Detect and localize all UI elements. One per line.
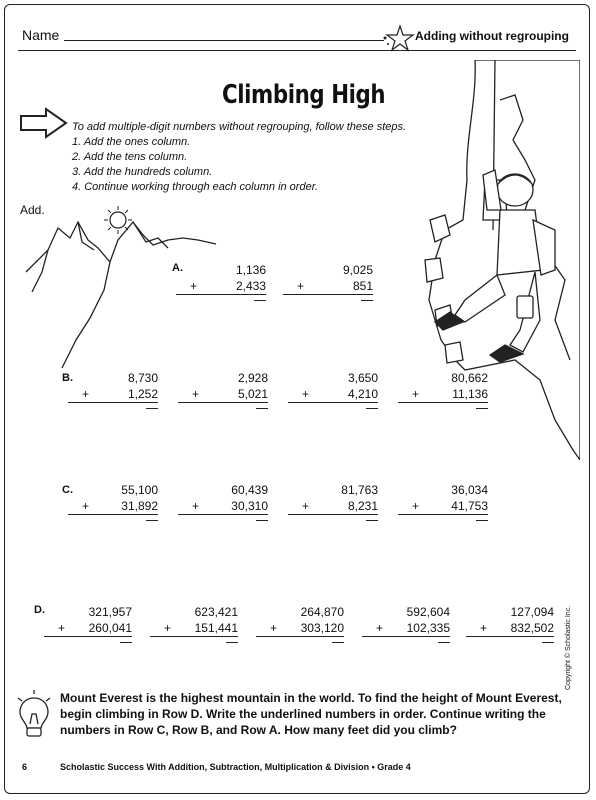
addition-problem — [44, 604, 132, 637]
plus-sign: + — [82, 499, 90, 513]
addend-top: 321,957 — [88, 605, 132, 619]
addition-problem — [150, 604, 238, 637]
addend-bottom-value: 832,502 — [510, 621, 554, 635]
addend-bottom-value: 2,433 — [235, 279, 266, 293]
addend-bottom — [176, 278, 266, 295]
addend-bottom — [288, 498, 378, 515]
addend-bottom-value: 303,120 — [300, 621, 344, 635]
plus-sign: + — [82, 387, 90, 401]
addend-top: 81,763 — [341, 483, 378, 497]
addend-top: 2,928 — [237, 371, 268, 385]
answer-digit-blank[interactable] — [366, 408, 378, 409]
addend-top: 9,025 — [342, 263, 373, 277]
plus-sign: + — [376, 621, 384, 635]
addend-bottom-value: 41,753 — [451, 499, 488, 513]
addend-bottom-value: 31,892 — [121, 499, 158, 513]
addition-problem — [68, 482, 158, 515]
addend-bottom-value: 1,252 — [127, 387, 158, 401]
answer-digit-blank[interactable] — [120, 642, 132, 643]
step-4: 4. Continue working through each column in order. — [72, 181, 319, 193]
addend-bottom — [256, 620, 344, 637]
addend-top: 1,136 — [235, 263, 266, 277]
addition-problem — [398, 370, 488, 403]
row-label: C. — [62, 484, 73, 496]
answer-digit-blank[interactable] — [254, 300, 266, 301]
addend-bottom — [68, 386, 158, 403]
step-1: 1. Add the ones column. — [72, 136, 191, 148]
plus-sign: + — [480, 621, 488, 635]
answer-digit-blank[interactable] — [476, 520, 488, 521]
addend-bottom-value: 8,231 — [347, 499, 378, 513]
addition-problem — [288, 370, 378, 403]
answer-digit-blank[interactable] — [438, 642, 450, 643]
step-2: 2. Add the tens column. — [72, 151, 188, 163]
addend-bottom-value: 851 — [352, 279, 373, 293]
name-line — [64, 40, 384, 41]
answer-digit-blank[interactable] — [146, 520, 158, 521]
plus-sign: + — [192, 387, 200, 401]
answer-digit-blank[interactable] — [476, 408, 488, 409]
addend-top: 80,662 — [451, 371, 488, 385]
addend-bottom — [150, 620, 238, 637]
addend-bottom-value: 5,021 — [237, 387, 268, 401]
addend-top: 623,421 — [194, 605, 238, 619]
addition-problem — [178, 370, 268, 403]
addend-top: 264,870 — [300, 605, 344, 619]
lightbulb-icon — [14, 688, 54, 740]
page-number: 6 — [22, 762, 28, 772]
name-label: Name — [22, 27, 60, 43]
addition-problem — [466, 604, 554, 637]
answer-digit-blank[interactable] — [332, 642, 344, 643]
plus-sign: + — [164, 621, 172, 635]
copyright-notice: Copyright © Scholastic Inc. — [565, 605, 572, 690]
addition-problem — [283, 262, 373, 295]
plus-sign: + — [412, 387, 420, 401]
plus-sign: + — [302, 387, 310, 401]
addend-top: 60,439 — [231, 483, 268, 497]
plus-sign: + — [297, 279, 305, 293]
addend-bottom — [398, 498, 488, 515]
row-label: A. — [172, 262, 183, 274]
addend-top: 127,094 — [510, 605, 554, 619]
addend-bottom — [362, 620, 450, 637]
page-title: Climbing High — [222, 80, 386, 110]
book-title: Scholastic Success With Addition, Subtraction, Multiplication & Division • Grade 4 — [60, 762, 411, 772]
plus-sign: + — [412, 499, 420, 513]
addition-problem — [288, 482, 378, 515]
plus-sign: + — [190, 279, 198, 293]
plus-sign: + — [270, 621, 278, 635]
addend-bottom — [283, 278, 373, 295]
answer-digit-blank[interactable] — [542, 642, 554, 643]
instructions-intro: To add multiple-digit numbers without regrouping, follow these steps. — [72, 121, 407, 133]
addend-bottom-value: 4,210 — [347, 387, 378, 401]
shooting-star-icon — [382, 24, 416, 52]
addition-problem — [178, 482, 268, 515]
section-title: Adding without regrouping — [415, 29, 569, 43]
addend-bottom — [44, 620, 132, 637]
addition-problem — [398, 482, 488, 515]
addend-bottom-value: 30,310 — [231, 499, 268, 513]
addend-bottom — [466, 620, 554, 637]
answer-digit-blank[interactable] — [256, 520, 268, 521]
instructions — [72, 120, 406, 195]
addend-top: 592,604 — [406, 605, 450, 619]
plus-sign: + — [58, 621, 66, 635]
answer-digit-blank[interactable] — [256, 408, 268, 409]
header-rule — [18, 50, 576, 51]
addend-top: 8,730 — [127, 371, 158, 385]
addend-top: 36,034 — [451, 483, 488, 497]
addend-bottom — [68, 498, 158, 515]
clue-text: Mount Everest is the highest mountain in the world. To find the height of Mount Everest, begin climbing in Row D. Write the underlined numbers in order. Continue writing the numbers in Row C, Row B, and Row A. How many feet did you climb? — [60, 691, 562, 737]
addend-bottom — [398, 386, 488, 403]
addend-bottom — [178, 498, 268, 515]
addition-problem — [176, 262, 266, 295]
add-label: Add. — [20, 203, 45, 217]
addend-bottom-value: 102,335 — [406, 621, 450, 635]
step-3: 3. Add the hundreds column. — [72, 166, 213, 178]
addend-bottom-value: 11,136 — [452, 387, 488, 401]
row-label: D. — [34, 604, 45, 616]
plus-sign: + — [302, 499, 310, 513]
addition-problem — [362, 604, 450, 637]
addend-top: 3,650 — [347, 371, 378, 385]
answer-digit-blank[interactable] — [366, 520, 378, 521]
arrow-icon — [18, 106, 70, 140]
plus-sign: + — [192, 499, 200, 513]
addition-problem — [68, 370, 158, 403]
addition-problem — [256, 604, 344, 637]
addend-bottom — [178, 386, 268, 403]
addend-top: 55,100 — [121, 483, 158, 497]
answer-digit-blank[interactable] — [361, 300, 373, 301]
addend-bottom-value: 151,441 — [194, 621, 238, 635]
row-label: B. — [62, 372, 73, 384]
addend-bottom-value: 260,041 — [88, 621, 132, 635]
answer-digit-blank[interactable] — [146, 408, 158, 409]
addend-bottom — [288, 386, 378, 403]
answer-digit-blank[interactable] — [226, 642, 238, 643]
